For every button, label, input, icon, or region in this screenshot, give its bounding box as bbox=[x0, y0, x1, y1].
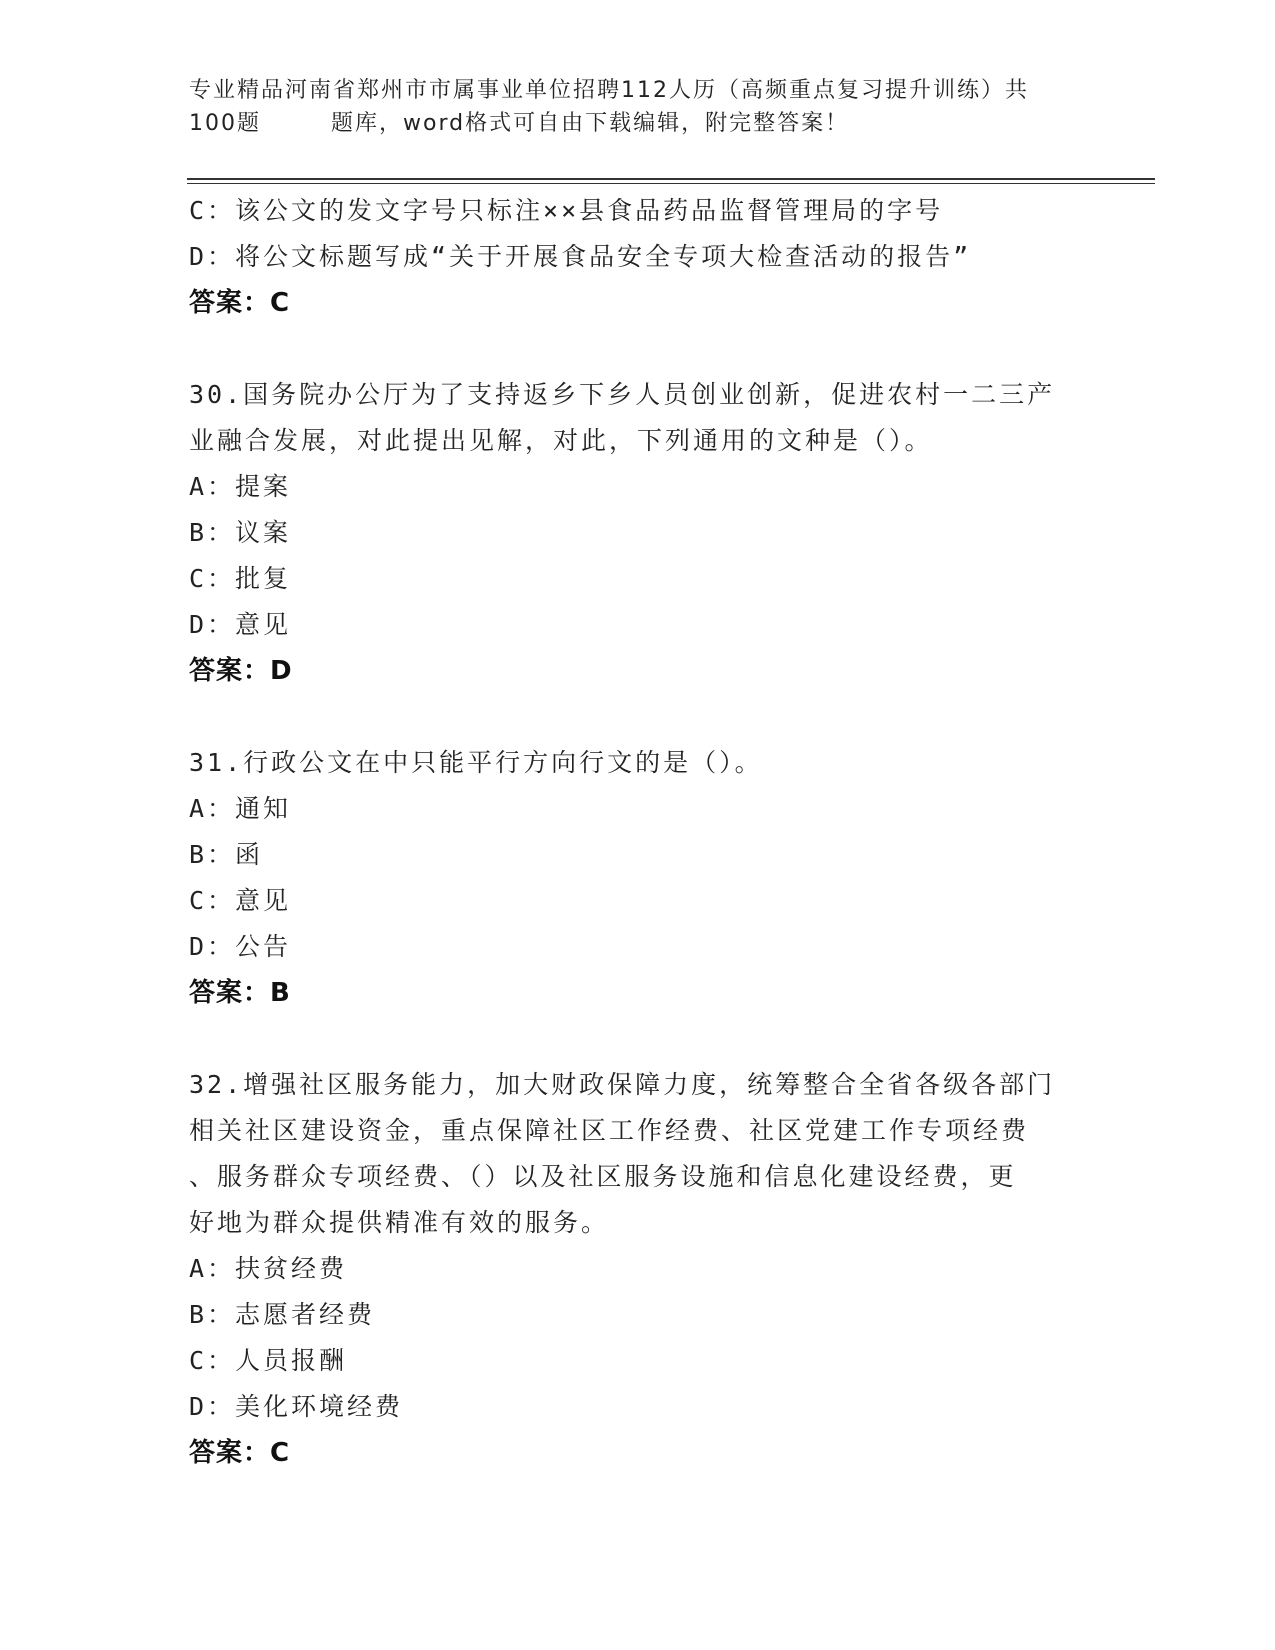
answer-line: 答案：C bbox=[189, 1438, 291, 1468]
header-question-count: 100题 bbox=[189, 111, 261, 136]
option-c: C：该公文的发文字号只标注××县食品药品监督管理局的字号 bbox=[189, 196, 944, 225]
question-stem-line: 业融合发展，对此提出见解，对此，下列通用的文种是（）。 bbox=[189, 426, 933, 455]
header-divider-thin bbox=[187, 183, 1155, 184]
question-block-30 bbox=[189, 372, 1089, 694]
option-b: B：函 bbox=[189, 840, 264, 869]
document-body bbox=[189, 188, 1089, 1476]
option-c: C：批复 bbox=[189, 564, 292, 593]
question-block-31 bbox=[189, 740, 1089, 1016]
option-d: D：公告 bbox=[189, 932, 292, 961]
option-d: D：将公文标题写成“关于开展食品安全专项大检查活动的报告” bbox=[189, 242, 972, 271]
answer-line: 答案：B bbox=[189, 978, 291, 1008]
question-stem-line: 32.增强社区服务能力，加大财政保障力度，统筹整合全省各级各部门 bbox=[189, 1070, 1056, 1099]
question-stem-line: 好地为群众提供精准有效的服务。 bbox=[189, 1208, 610, 1237]
question-stem-line: 相关社区建设资金，重点保障社区工作经费、社区党建工作专项经费 bbox=[189, 1116, 1030, 1145]
answer-line: 答案：C bbox=[189, 288, 291, 318]
document-header bbox=[189, 74, 1089, 140]
option-b: B：议案 bbox=[189, 518, 292, 547]
question-stem-line: 31.行政公文在中只能平行方向行文的是（）。 bbox=[189, 748, 763, 777]
question-block-previous bbox=[189, 188, 1089, 326]
header-title-line-1: 专业精品河南省郑州市市属事业单位招聘112人历（高频重点复习提升训练）共 bbox=[189, 78, 1029, 103]
option-d: D：意见 bbox=[189, 610, 292, 639]
option-c: C：意见 bbox=[189, 886, 292, 915]
header-divider-thick bbox=[187, 178, 1155, 180]
header-description: 题库，word格式可自由下载编辑，附完整答案！ bbox=[331, 111, 850, 136]
option-a: A：通知 bbox=[189, 794, 292, 823]
question-block-32 bbox=[189, 1062, 1089, 1476]
option-b: B：志愿者经费 bbox=[189, 1300, 376, 1329]
option-c: C：人员报酬 bbox=[189, 1346, 348, 1375]
header-title-line-2 bbox=[189, 107, 1089, 140]
option-a: A：扶贫经费 bbox=[189, 1254, 348, 1283]
option-a: A：提案 bbox=[189, 472, 292, 501]
answer-line: 答案：D bbox=[189, 656, 293, 686]
question-stem-line: 、服务群众专项经费、（）以及社区服务设施和信息化建设经费，更 bbox=[189, 1162, 1017, 1191]
question-stem-line: 30.国务院办公厅为了支持返乡下乡人员创业创新，促进农村一二三产 bbox=[189, 380, 1056, 409]
option-d: D：美化环境经费 bbox=[189, 1392, 404, 1421]
